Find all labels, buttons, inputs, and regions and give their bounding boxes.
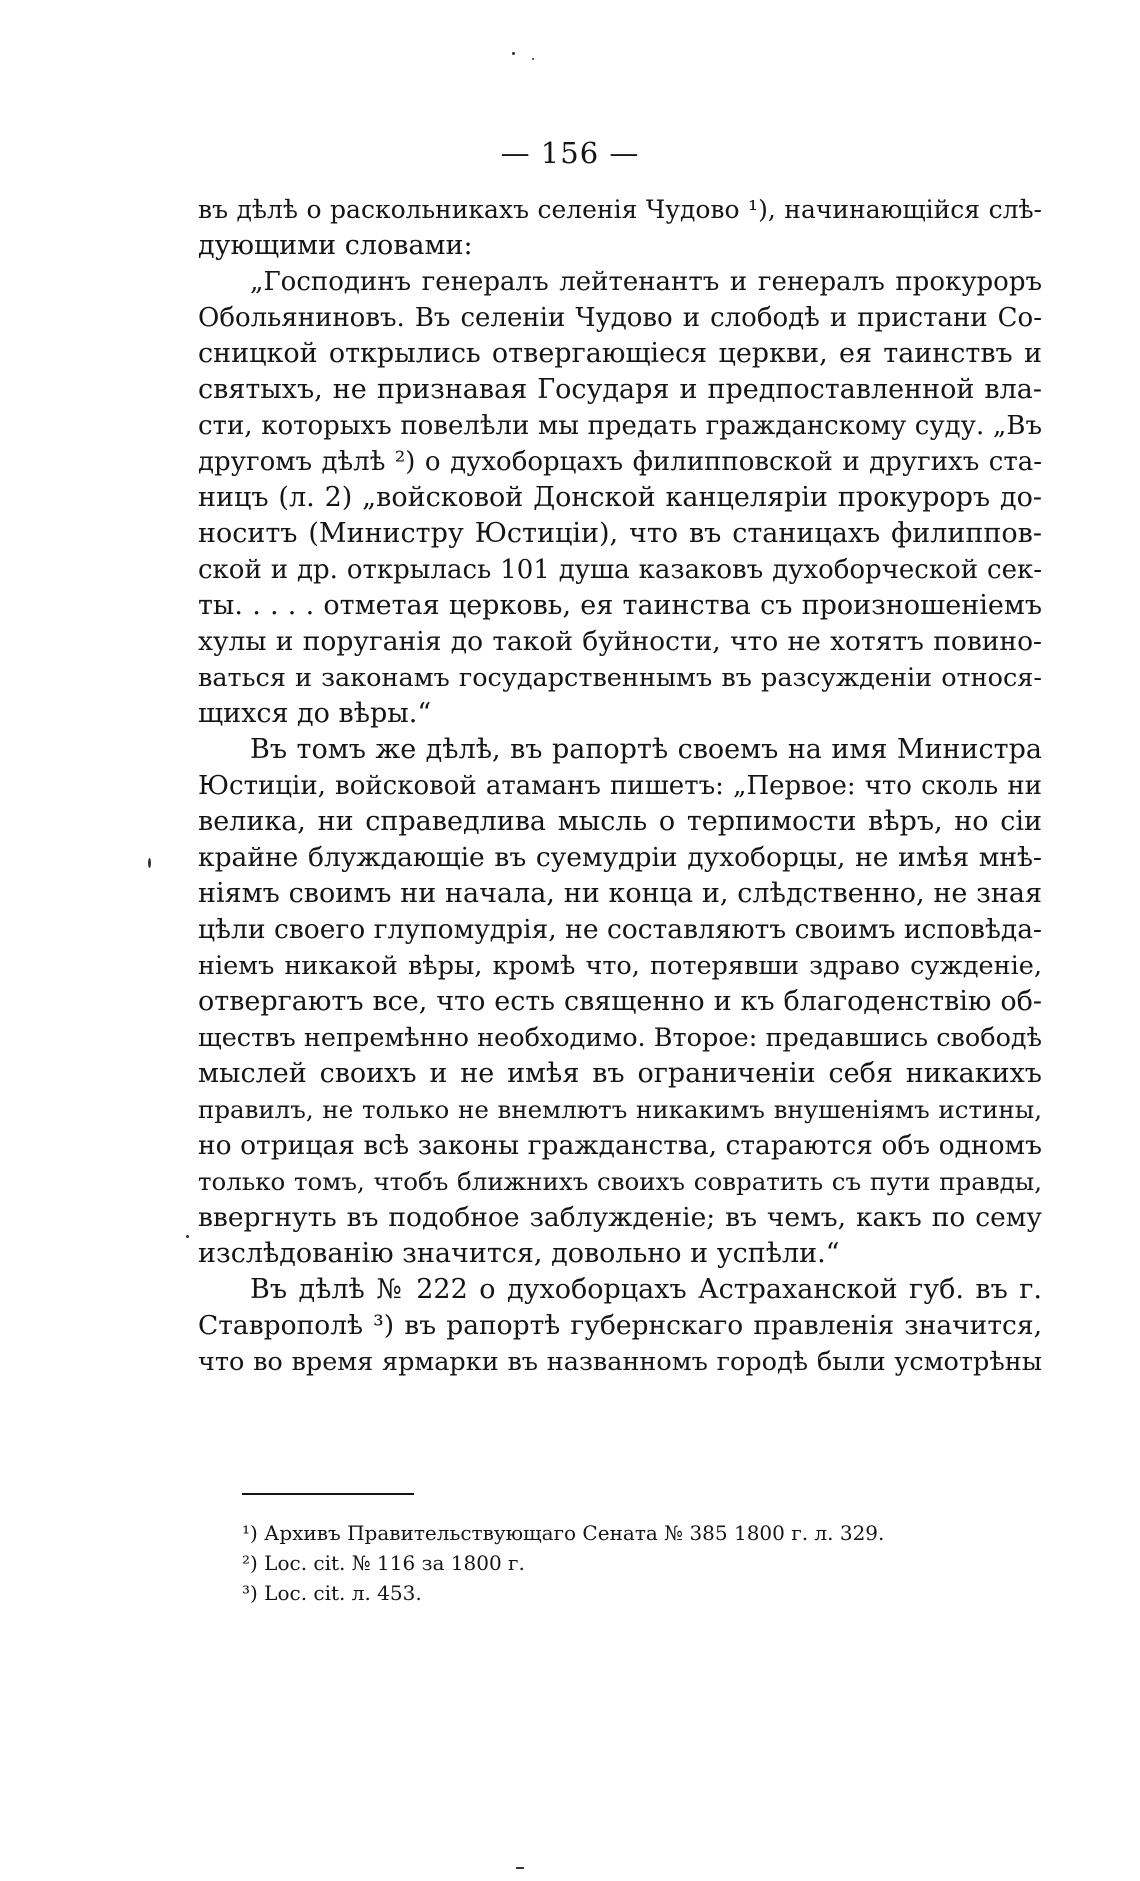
text-line: изслѣдованію значится, довольно и успѣли.“ bbox=[198, 1238, 840, 1269]
text-line: ваться и законамъ государственнымъ въ разсужденіи относя- bbox=[198, 663, 1042, 693]
text-line: сти, которыхъ повелѣли мы предать гражданскому суду. „Въ bbox=[198, 411, 1042, 441]
text-line: Въ дѣлѣ № 222 о духоборцахъ Астраханской губ. въ г. bbox=[250, 1274, 1042, 1305]
scan-speck bbox=[512, 52, 515, 55]
footnote-divider bbox=[242, 1493, 414, 1495]
text-line: въ дѣлѣ о раскольникахъ селенія Чудово ¹), начинающійся слѣ- bbox=[198, 195, 1042, 224]
page-number: — 156 — bbox=[500, 136, 640, 170]
text-line: ніемъ никакой вѣры, кромѣ что, потерявши здраво сужденіе, bbox=[198, 951, 1042, 981]
text-line: ской и др. открылась 101 душа казаковъ духоборческой сек- bbox=[198, 555, 1042, 585]
text-line: что во время ярмарки въ названномъ городѣ были усмотрѣны bbox=[198, 1347, 1042, 1377]
footnote-1: ¹) Архивъ Правительствующаго Сената № 385 1800 г. л. 329. bbox=[242, 1521, 885, 1545]
text-line: носитъ (Министру Юстиціи), что въ станицахъ филиппов- bbox=[198, 518, 1042, 549]
text-line: только томъ, чтобъ ближнихъ своихъ совратить съ пути правды, bbox=[198, 1167, 1042, 1196]
text-line: святыхъ, не признавая Государя и предпоставленной вла- bbox=[198, 374, 1042, 405]
text-line: отвергаютъ все, что есть священно и къ благоденствію об- bbox=[198, 986, 1042, 1017]
text-line: Обольяниновъ. Въ селеніи Чудово и слободѣ и пристани Со- bbox=[198, 303, 1042, 333]
text-line: правилъ, не только не внемлютъ никакимъ внушеніямъ истины, bbox=[198, 1095, 1042, 1124]
text-line: хулы и поруганія до такой буйности, что не хотятъ повино- bbox=[198, 626, 1042, 657]
text-line: ніямъ своимъ ни начала, ни конца и, слѣдственно, не зная bbox=[198, 878, 1042, 909]
text-line: Въ томъ же дѣлѣ, въ рапортѣ своемъ на имя Министра bbox=[250, 734, 1042, 765]
text-line: крайне блуждающіе въ суемудріи духоборцы, не имѣя мнѣ- bbox=[198, 842, 1042, 873]
scan-speck bbox=[516, 1867, 524, 1869]
text-line: дующими словами: bbox=[198, 230, 473, 261]
text-line: но отрицая всѣ законы гражданства, стараются объ одномъ bbox=[198, 1130, 1042, 1161]
scan-speck bbox=[148, 858, 151, 868]
text-line: ввергнуть въ подобное заблужденіе; въ чемъ, какъ по сему bbox=[198, 1202, 1042, 1233]
footnote-3: ³) Loc. cit. л. 453. bbox=[242, 1581, 422, 1605]
text-line: велика, ни справедлива мысль о терпимости вѣръ, но сіи bbox=[198, 806, 1042, 837]
footnote-2: ²) Loc. cit. № 116 за 1800 г. bbox=[242, 1551, 525, 1575]
footnotes bbox=[242, 1518, 1002, 1608]
text-line: мыслей своихъ и не имѣя въ ограниченіи себя никакихъ bbox=[198, 1058, 1042, 1089]
body-text bbox=[198, 192, 1042, 1380]
text-line: Ставрополѣ ³) въ рапортѣ губернскаго правленія значится, bbox=[198, 1310, 1042, 1341]
text-line: щихся до вѣры.“ bbox=[198, 698, 432, 729]
text-line: Юстиціи, войсковой атаманъ пишетъ: „Первое: что сколь ни bbox=[198, 771, 1042, 801]
text-line: сницкой открылись отвергающіеся церкви, ея таинствъ и bbox=[198, 338, 1042, 369]
text-line: ницъ (л. 2) „войсковой Донской канцеляріи прокуроръ до- bbox=[198, 482, 1042, 513]
text-line: ты. . . . . отметая церковь, ея таинства съ произношеніемъ bbox=[198, 590, 1042, 621]
text-line: цѣли своего глупомудрія, не составляютъ своимъ исповѣда- bbox=[198, 914, 1042, 945]
text-line: ществъ непремѣнно необходимо. Второе: предавшись свободѣ bbox=[198, 1023, 1042, 1053]
scan-speck bbox=[532, 58, 534, 60]
scan-speck bbox=[186, 1235, 189, 1238]
text-line: другомъ дѣлѣ ²) о духоборцахъ филипповской и другихъ ста- bbox=[198, 447, 1042, 477]
text-line: „Господинъ генералъ лейтенантъ и генералъ прокуроръ bbox=[250, 267, 1042, 297]
